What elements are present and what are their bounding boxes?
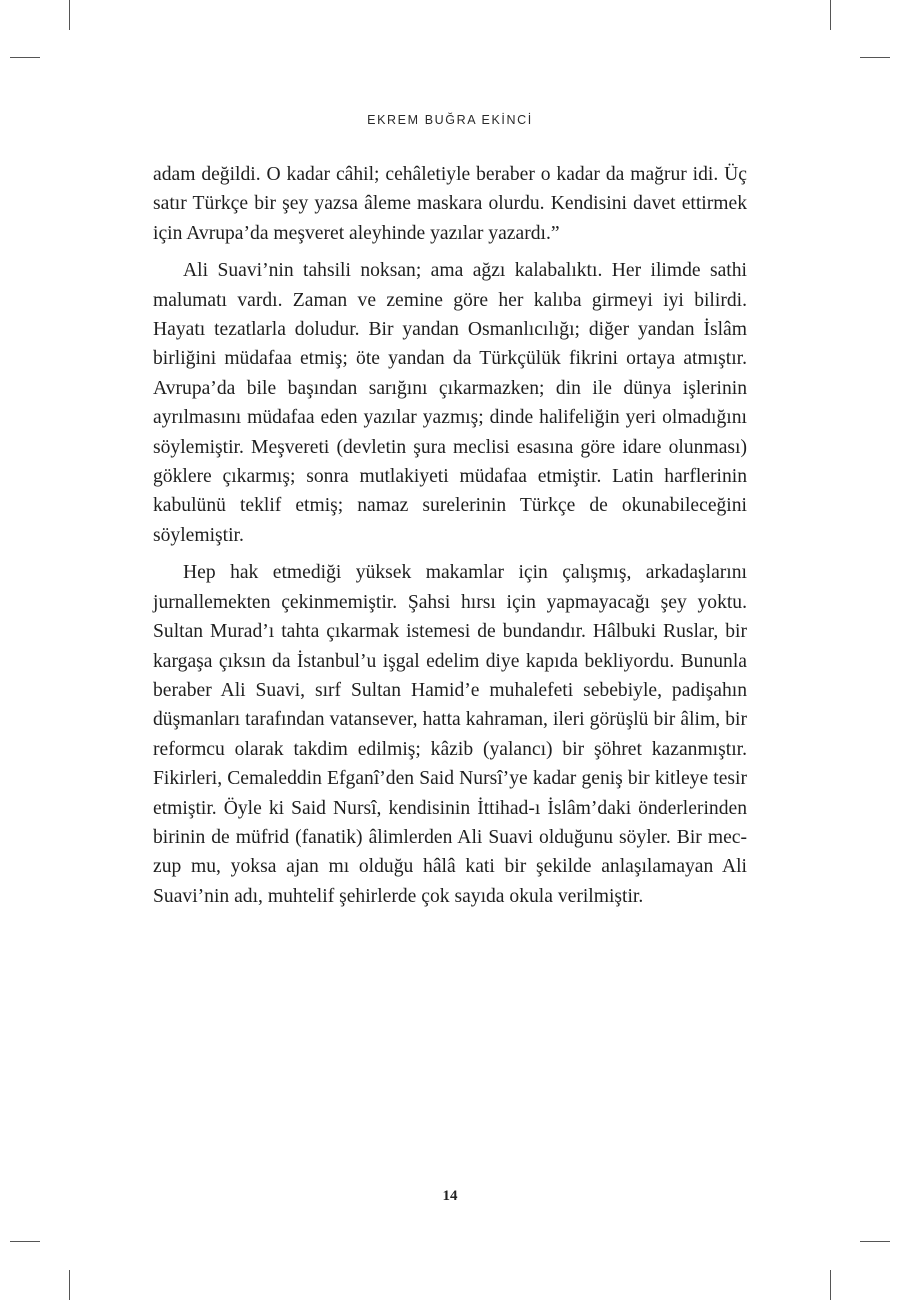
page-number: 14 [442, 1188, 458, 1204]
crop-mark-bottom-right [830, 1270, 831, 1300]
crop-mark-left-bottom [10, 1241, 40, 1242]
running-head: EKREM BUĞRA EKİNCİ [367, 113, 533, 127]
crop-mark-right-bottom [860, 1241, 890, 1242]
body-text [153, 160, 747, 911]
crop-mark-top-left [69, 0, 70, 30]
crop-mark-bottom-left [69, 1270, 70, 1300]
crop-mark-top-right [830, 0, 831, 30]
crop-mark-left-top [10, 57, 40, 58]
paragraph-1: adam değildi. O kadar câhil; cehâletiyle beraber o kadar da mağrur idi. Üç satır Türkçe bir şey yazsa âleme maskara olurdu. Kendisini davet ettirmek için Avrupa’da meşveret aleyhinde yazılar yazardı.” [153, 164, 747, 244]
paragraph-3: Hep hak etmediği yüksek makamlar için çalışmış, arkadaşlarını jurnallemekten çekinmemiştir. Şahsi hırsı için yapmayacağı şey yoktu. Sultan Murad’ı tahta çıkarmak istemesi de bundandır. Hâlbuki Ruslar, bir kargaşa çıksın da İstanbul’u işgal edelim diye kapıda bekliyordu. Bununla beraber Ali Suavi, sırf Sultan Hamid’e muhalefeti sebebiyle, padişahın düşmanları tarafından vatansever, hatta kahraman, ileri görüşlü bir âlim, bir reformcu olarak takdim edilmiş; kâzib (yalancı) bir şöhret kazanmıştır. Fikirleri, Cemaleddin Efganî’den Said Nursî’ye kadar geniş bir kitleye tesir etmiştir. Öyle ki Said Nursî, kendisinin İttihad-ı İslâm’daki önderlerinden birinin de müfrid (fanatik) âlimlerden Ali Suavi olduğunu söyler. Bir meczup mu, yoksa ajan mı olduğu hâlâ kati bir şekilde anlaşılamayan Ali Suavi’nin adı, muhtelif şehirlerde çok sayıda okula verilmiştir. [153, 562, 747, 907]
crop-mark-right-top [860, 57, 890, 58]
paragraph-2: Ali Suavi’nin tahsili noksan; ama ağzı kalabalıktı. Her ilimde sathi malumatı vardı. Zaman ve zemine göre her kalıba girmeyi iyi bilirdi. Hayatı tezatlarla doludur. Bir yandan Osmanlıcılığı; diğer yandan İslâm birliğini müdafaa etmiş; öte yandan da Türkçülük fikrini ortaya atmıştır. Avrupa’da bile başından sarığını çıkarmazken; din ile dünya işlerinin ayrılmasını müdafaa eden yazılar yazmış; dinde halifeliğin yeri olmadığını söylemiştir. Meşvereti (devletin şura meclisi esasına göre idare olunması) göklere çıkarmış; sonra mutlakiyeti müdafaa etmiştir. Latin harflerinin kabulünü teklif etmiş; namaz surelerinin Türkçe de okunabileceğini söylemiştir. [153, 260, 747, 546]
